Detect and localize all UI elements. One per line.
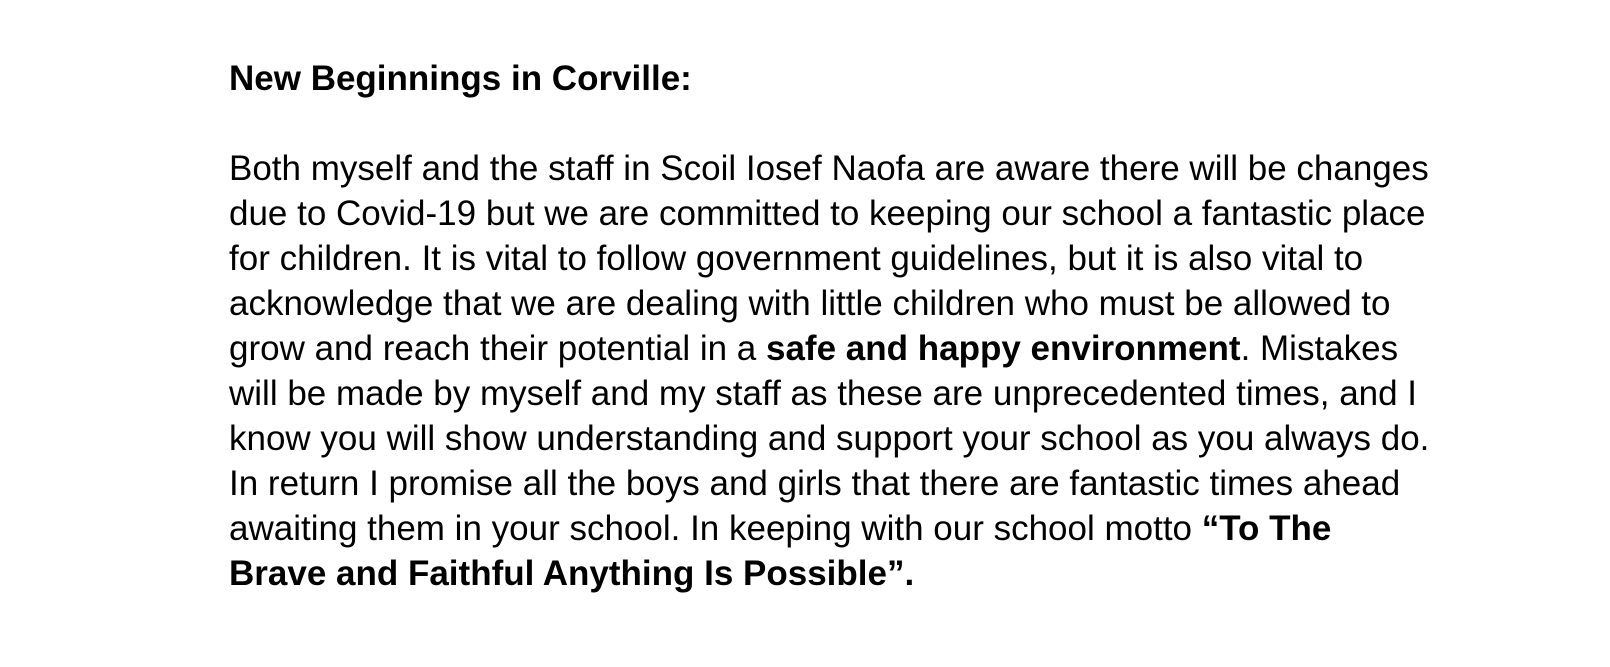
body-line-8 xyxy=(229,461,1429,506)
body-text: Both myself and the staff in Scoil Iosef Naofa are aware there will be changes xyxy=(229,149,1429,188)
body-line-10 xyxy=(229,551,1429,596)
body-text: know you will show understanding and support your school as you always do. xyxy=(229,419,1430,458)
school-motto-start: “To The xyxy=(1201,509,1332,548)
body-text: for children. It is vital to follow government guidelines, but it is also vital to xyxy=(229,239,1364,278)
school-motto-end: Brave and Faithful Anything Is Possible”. xyxy=(229,554,915,593)
body-text: due to Covid-19 but we are committed to keeping our school a fantastic place xyxy=(229,194,1426,233)
body-text: will be made by myself and my staff as these are unprecedented times, and I xyxy=(229,374,1418,413)
emphasis-safe-happy-environment: safe and happy environment xyxy=(766,329,1241,368)
body-text: awaiting them in your school. In keeping with our school motto xyxy=(229,509,1202,548)
body-line-3 xyxy=(229,236,1429,281)
body-line-5 xyxy=(229,326,1429,371)
body-text: In return I promise all the boys and girls that there are fantastic times ahead xyxy=(229,464,1401,503)
body-line-4 xyxy=(229,281,1429,326)
body-text: . Mistakes xyxy=(1240,329,1399,368)
body-text: acknowledge that we are dealing with little children who must be allowed to xyxy=(229,284,1391,323)
document-body xyxy=(229,146,1429,596)
body-line-6 xyxy=(229,371,1429,416)
document-title: New Beginnings in Corville: xyxy=(229,59,692,98)
body-line-1 xyxy=(229,146,1429,191)
body-text: grow and reach their potential in a xyxy=(229,329,766,368)
body-line-7 xyxy=(229,416,1429,461)
body-line-2 xyxy=(229,191,1429,236)
body-line-9 xyxy=(229,506,1429,551)
